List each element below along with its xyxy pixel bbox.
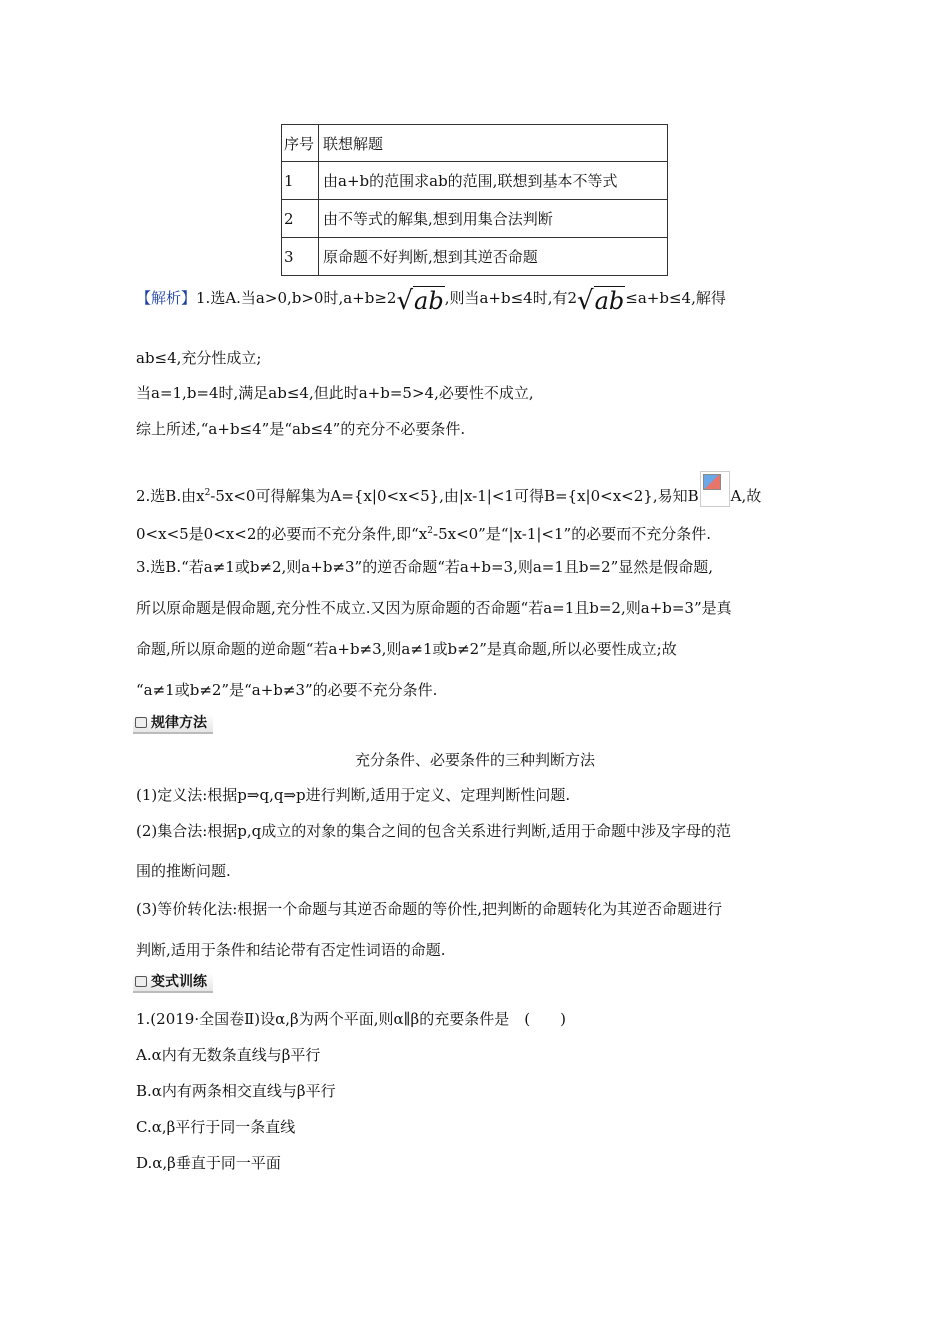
- table-row: [282, 162, 668, 200]
- table-cell-num: 1: [282, 162, 319, 200]
- table-cell-num: 3: [282, 238, 319, 276]
- association-table: [281, 124, 668, 276]
- superscript: 2: [427, 526, 433, 536]
- analysis-text: 1.选A.当a>0,b>0时,a+b≥2: [196, 289, 397, 307]
- exercise-section-label: [133, 973, 213, 993]
- exercise-label-text: 变式训练: [151, 974, 207, 990]
- pencil-note-icon: [135, 717, 147, 728]
- method-line-3a: (3)等价转化法:根据一个命题与其逆否命题的等价性,把判断的命题转化为其逆否命题进行: [136, 900, 723, 918]
- analysis-line-7: 3.选B.“若a≠1或b≠2,则a+b≠3”的逆否命题“若a+b=3,则a=1且b=2”显然是假命题,: [136, 558, 714, 576]
- table-row: [282, 200, 668, 238]
- table-cell-text: 原命题不好判断,想到其逆否命题: [319, 238, 668, 276]
- method-line-3b: 判断,适用于条件和结论带有否定性词语的命题.: [136, 941, 446, 959]
- table-cell-text: 由不等式的解集,想到用集合法判断: [319, 200, 668, 238]
- sqrt-radicand: ab: [594, 287, 625, 315]
- pencil-note-icon: [135, 976, 147, 987]
- analysis-line-5: [136, 471, 761, 507]
- table-header-row: [282, 125, 668, 162]
- analysis-tag: 【解析】: [136, 289, 197, 307]
- table-header-num: 序号: [282, 125, 319, 162]
- method-section-label: [133, 714, 213, 734]
- analysis-line-10: “a≠1或b≠2”是“a+b≠3”的必要不充分条件.: [136, 681, 438, 699]
- table-row: [282, 238, 668, 276]
- method-line-2a: (2)集合法:根据p,q成立的对象的集合之间的包含关系进行判断,适用于命题中涉及字母的范: [136, 822, 732, 840]
- method-line-1: (1)定义法:根据p⇒q,q⇒p进行判断,适用于定义、定理判断性问题.: [136, 786, 571, 804]
- sqrt-radicand: ab: [414, 287, 444, 315]
- analysis-text: -5x<0可得解集为A={x|0<x<5},由|x-1|<1可得B={x|0<x<2},易知B: [210, 487, 699, 505]
- method-title: 充分条件、必要条件的三种判断方法: [354, 751, 595, 769]
- superscript: 2: [204, 488, 211, 498]
- analysis-line-1: [136, 285, 726, 316]
- table-header-text: 联想解题: [319, 125, 668, 162]
- analysis-text: ≤a+b≤4,解得: [625, 289, 726, 307]
- analysis-text: 0<x<5是0<x<2的必要而不充分条件,即“x: [136, 525, 428, 543]
- table-cell-num: 2: [282, 200, 319, 238]
- analysis-text: -5x<0”是“|x-1|<1”的必要而不充分条件.: [433, 525, 711, 543]
- analysis-text: 2.选B.由x: [136, 487, 205, 505]
- analysis-line-9: 命题,所以原命题的逆命题“若a+b≠3,则a≠1或b≠2”是真命题,所以必要性成立;故: [136, 640, 677, 658]
- analysis-line-3: 当a=1,b=4时,满足ab≤4,但此时a+b=5>4,必要性不成立,: [136, 384, 534, 402]
- broken-image-icon: [700, 471, 730, 507]
- exercise-option-c: C.α,β平行于同一条直线: [136, 1118, 296, 1136]
- sqrt-ab-formula: √ab: [396, 286, 444, 316]
- method-label-text: 规律方法: [151, 715, 207, 731]
- exercise-option-a: A.α内有无数条直线与β平行: [136, 1046, 321, 1064]
- exercise-option-b: B.α内有两条相交直线与β平行: [136, 1082, 336, 1100]
- analysis-line-8: 所以原命题是假命题,充分性不成立.又因为原命题的否命题“若a=1且b=2,则a+b=3”是真: [136, 599, 732, 617]
- table-cell-text: 由a+b的范围求ab的范围,联想到基本不等式: [319, 162, 668, 200]
- exercise-question: 1.(2019·全国卷Ⅱ)设α,β为两个平面,则α∥β的充要条件是 ( ): [136, 1010, 566, 1028]
- method-line-2b: 围的推断问题.: [136, 862, 231, 880]
- sqrt-ab-formula: √ab: [577, 286, 625, 316]
- exercise-option-d: D.α,β垂直于同一平面: [136, 1154, 281, 1172]
- analysis-line-6: [136, 521, 711, 544]
- analysis-line-4: 综上所述,“a+b≤4”是“ab≤4”的充分不必要条件.: [136, 420, 466, 438]
- analysis-line-2: ab≤4,充分性成立;: [136, 349, 262, 367]
- analysis-text: A,故: [730, 487, 762, 505]
- analysis-text: ,则当a+b≤4时,有2: [444, 289, 578, 307]
